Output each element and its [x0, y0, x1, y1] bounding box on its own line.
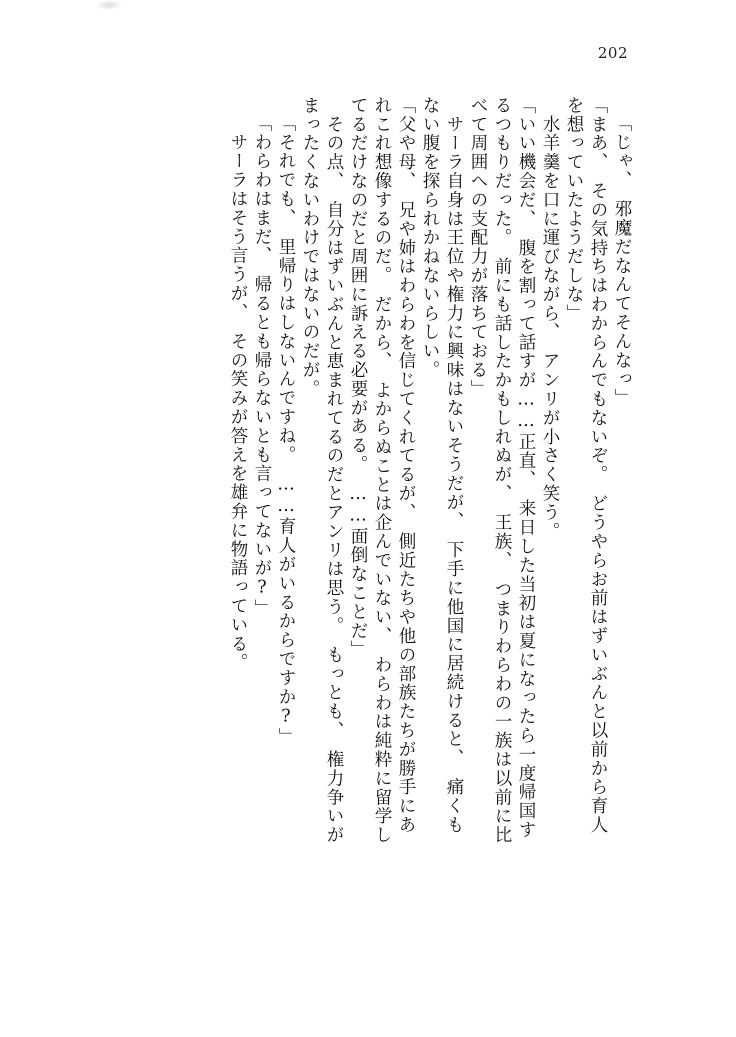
text-column: 「じゃ、 邪魔だなんてそんなっ」 [612, 114, 632, 408]
text-column: てるだけなのだと周囲に訴える必要がある。 ……面倒なことだ」 [348, 96, 368, 660]
text-column: 「まあ、 その気持ちはわからんでもないぞ。 どうやらお前はずいぶんと以前から育人 [588, 96, 608, 835]
text-column: るつもりだった。 前にも話したかもしれぬが、 王族、 つまりわらわの一族は以前に比 [492, 96, 512, 845]
text-column: その点、 自分はずいぶんと恵まれてるのだとアンリは思う。 もっとも、 権力争いが [324, 96, 344, 845]
text-column: 「それでも、 里帰りはしないんですね。 ……育人がいるからですか?」 [276, 114, 296, 747]
text-column: 「いい機会だ、 腹を割って話すが……正直、 来日した当初は夏になったら一度帰国す [516, 96, 536, 840]
text-column: ない腹を探られかねないらしい。 [420, 96, 440, 380]
scan-artifact [96, 0, 122, 10]
text-column: を想っていたようだしな」 [564, 96, 584, 323]
text-column: 「父や母、 兄や姉はわらわを信じてくれてるが、 側近たちや他の部族たちが勝手にあ [396, 96, 416, 835]
text-column: 「わらわはまだ、 帰るとも帰らないとも言ってないが?」 [252, 114, 272, 619]
text-column: サーラ自身は王位や権力に興味はないそうだが、 下手に他国に居続けると、 痛くも [444, 96, 464, 835]
text-column: まったくないわけではないのだが。 [300, 96, 320, 399]
text-column: 水羊羹を口に運びながら、 アンリが小さく笑う。 [540, 96, 560, 541]
text-column: サーラはそう言うが、 その笑みが答えを雄弁に物語っている。 [228, 114, 248, 673]
body-text [110, 96, 632, 845]
text-column: べて周囲への支配力が落ちておる」 [468, 96, 488, 399]
text-column: れこれ想像するのだ。 だから、 よからぬことは企んでいない、 わらわは純粋に留学し [372, 96, 392, 845]
page-number: 202 [597, 44, 628, 62]
